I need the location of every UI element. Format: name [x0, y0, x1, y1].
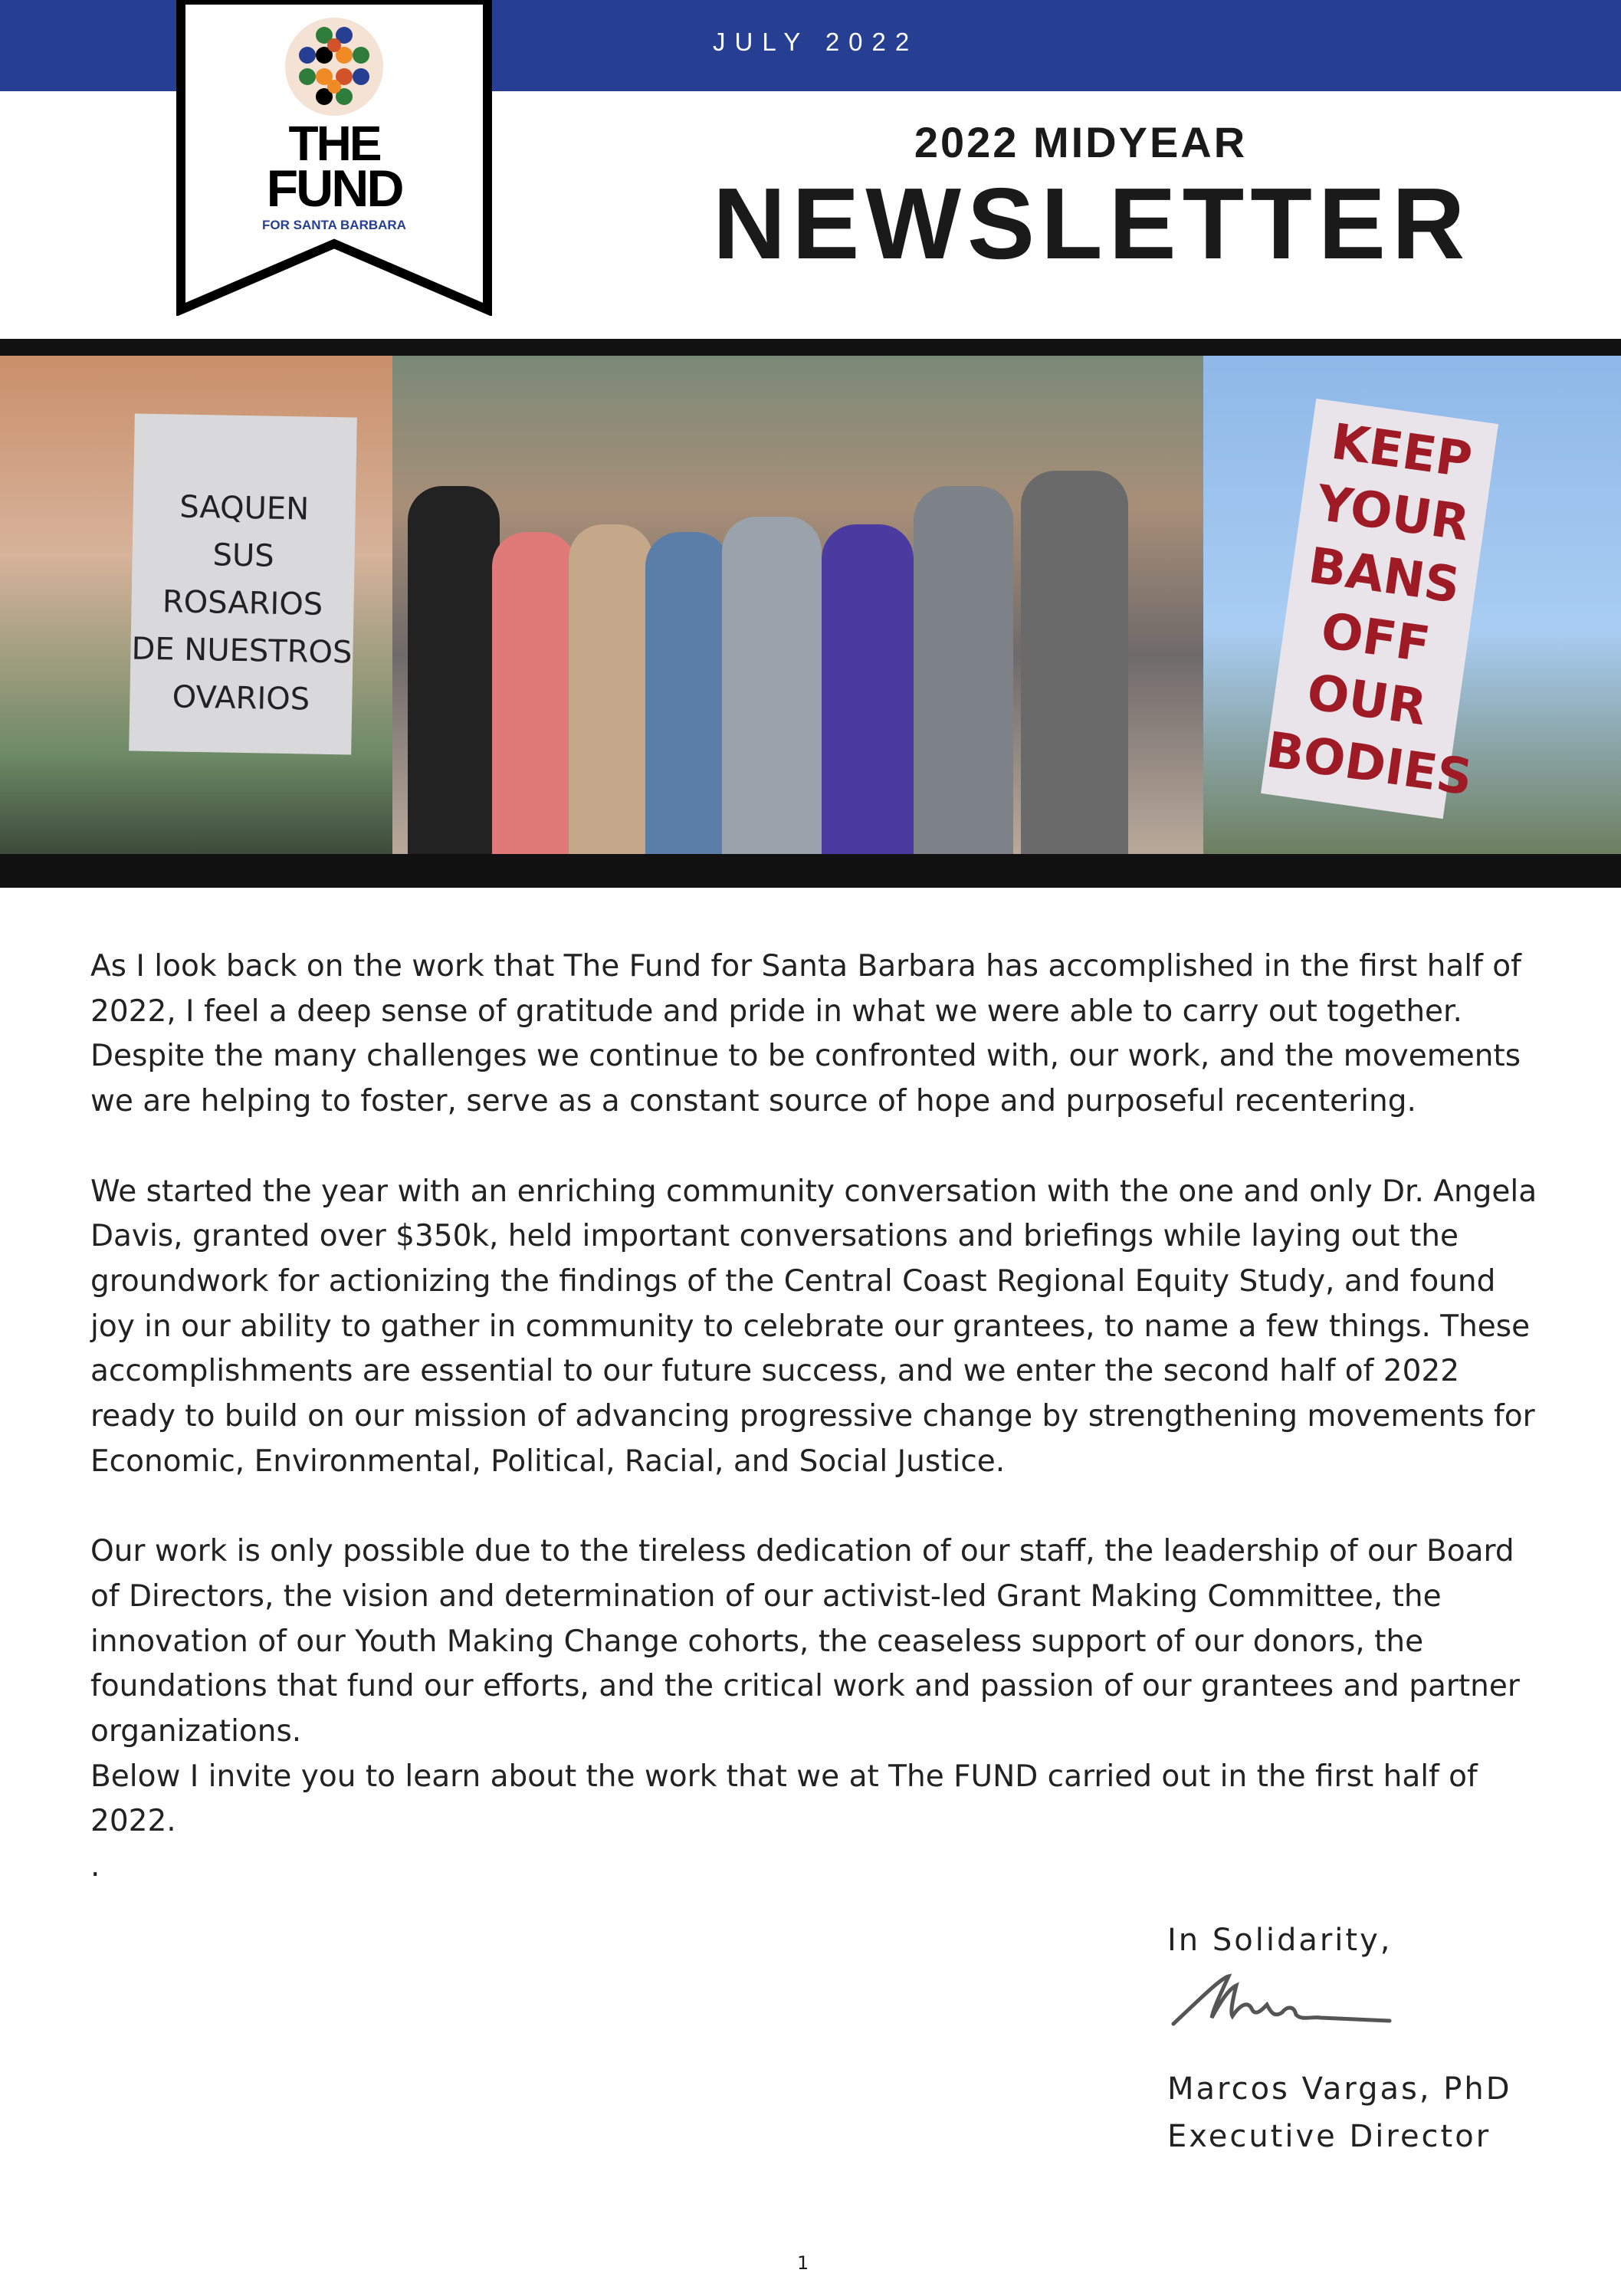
protest-photo-right	[1203, 356, 1621, 854]
protest-sign-right	[1261, 399, 1498, 819]
page-number: 1	[797, 2252, 809, 2274]
closing: In Solidarity,	[1167, 1923, 1393, 1958]
sign-line: SAQUEN	[179, 489, 310, 527]
logo-santa-barbara: FOR SANTA BARBARA	[262, 218, 406, 232]
logo-the: THE	[288, 116, 380, 171]
signature-block	[1167, 1917, 1512, 2160]
sign-line: SUS ROSARIOS	[162, 537, 323, 622]
group-people	[392, 425, 1203, 854]
paragraph: Below I invite you to learn about the work that we at The FUND carried out in the first half of 2022.	[90, 1759, 1478, 1839]
sign-line: DE NUESTROS	[131, 631, 353, 671]
protest-photo-left	[0, 356, 392, 854]
sign-line: KEEP	[1327, 413, 1476, 490]
sign-line: BANS	[1304, 537, 1464, 615]
letter-body	[90, 944, 1547, 1890]
sign-line: OUR	[1303, 664, 1430, 737]
paragraph: We started the year with an enriching community conversation with the one and only Dr. Angela Davis, granted over $350k, held important conversations and briefings while laying out the groundwork for actionizing the findings of the Central Coast Regional Equity Study, and found joy in our ability to gather in community to celebrate our grantees, to name a few things. These accomplishments are essential to our future success, and we enter the second half of 2022 ready to build on our mission of advancing progressive change by strengthening movements for Economic, Environmental, Political, Racial, and Social Justice.	[90, 1174, 1537, 1479]
paragraph: .	[90, 1849, 100, 1884]
handwritten-signature	[1167, 1970, 1397, 2055]
photo-strip	[0, 339, 1621, 888]
sign-line: OFF	[1317, 603, 1433, 675]
sign-line: BODIES	[1262, 721, 1476, 807]
paragraph: As I look back on the work that The Fund for Santa Barbara has accomplished in the first half of 2022, I feel a deep sense of gratitude and pride in what we were able to carry out together. Despite the many challenges we continue to be confronted with, our work, and the movements we are helping to foster, serve as a constant source of hope and purposeful recentering.	[90, 949, 1521, 1119]
signer-name: Marcos Vargas, PhD	[1167, 2071, 1512, 2107]
logo-fund: FUND	[266, 159, 402, 218]
logo-mark-icon	[284, 17, 384, 117]
issue-date: JULY 2022	[713, 28, 919, 56]
group-photo	[392, 356, 1203, 854]
newsletter-subtitle: 2022 MIDYEAR	[914, 118, 1248, 166]
newsletter-title: NEWSLETTER	[713, 167, 1472, 280]
protest-sign-left	[129, 414, 357, 755]
signer-role: Executive Director	[1167, 2119, 1491, 2154]
sign-line: YOUR	[1313, 475, 1473, 553]
sign-line: OVARIOS	[172, 679, 310, 718]
paragraph: Our work is only possible due to the tireless dedication of our staff, the leadership of our Board of Directors, the vision and determination of our activist-led Grant Making Committee, the innovation of our Youth Making Change cohorts, the ceaseless support of our donors, the foundations that fund our efforts, and the critical work and passion of our grantees and partner organizations.	[90, 1534, 1520, 1749]
logo-ribbon	[176, 0, 492, 316]
